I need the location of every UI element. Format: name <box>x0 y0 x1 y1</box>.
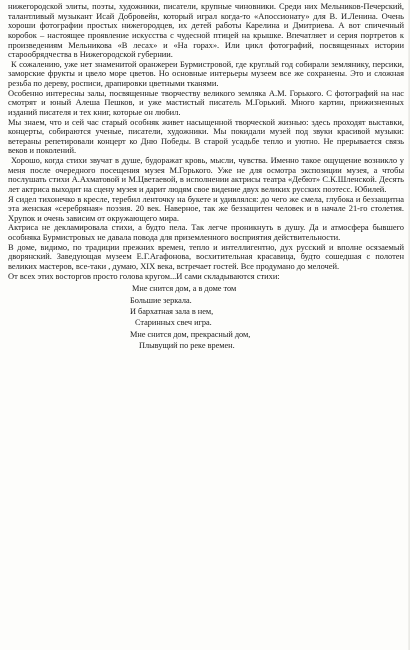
paragraph-house-atmosphere: В доме, видимо, по традиции прежних времен, тепло и интеллигентно, дух русский и вполне осязаемый дворянский. Заведующая музеем Е.Г.Агафонова, восхитительная красавица, будто сошедшая с полотен великих мастеров, все-таки , думаю, XIX века, встречает гостей. Все продумано до мелочей. <box>8 241 404 271</box>
paragraph-interiors: К сожалению, уже нет знаменитой оранжереи Бурмистровой, где круглый год собирали землянику, персики, заморские фрукты и цвело море цветов. Но основные интерьеры музеем все же сохранены. Это и сложная резьба по дереву, росписи, драпировки цветными тканями. <box>8 58 404 88</box>
paragraph-silver-age-poetry: Я сидел тихонечко в кресле, теребил ленточку на букете и удивлялся: до чего же смела, глубока и беззащитна эта женская «серебряная» поэзия. 20 век. Наверное, так же беззащитен человек и в начале 21-го столетия. Хрупок и очень зависим от окружающего мира. <box>8 193 404 223</box>
paragraph-creative-life: Мы знаем, что и сей час старый особняк живет насыщенной творческой жизнью: здесь проходят выставки, концерты, собираются ученые, писатели, художники. Мы покидали музей под звуки красивой музыки: ветераны репетировали концерт ко Дню Победы. В старой усадьбе тепло и уютно. Не прерывается связь веков и поколений. <box>8 116 404 156</box>
article-body <box>8 2 404 352</box>
paragraph-poem-intro: От всех этих восторгов просто голова кругом...И сами складываются стихи: <box>8 270 280 281</box>
poem-line: Мне снится дом, прекрасный дом, <box>130 329 251 339</box>
poem-line: Плывущий по реке времен. <box>139 341 235 351</box>
poem-line: Мне снится дом, а в доме том <box>132 284 237 294</box>
paragraph-gorky-halls: Особенно интересны залы, посвященные творчеству великого земляка А.М. Горького. С фотографий на нас смотрят и юный Алеша Пешков, и уже мастистый писатель М.Горький. Много картин, прижизненных изданий писателя и тех книг, которые он любил. <box>8 87 404 117</box>
paragraph-museum-exhibits: нижегородской элиты, поэты, художники, писатели, крупные чиновники. Среди них Мельников-Печерский, талантливый музыкант Исай Добровейн, который играл когда-то «Апоссионату» для В. И.Ленина. Очень хороши фотографии простых нижегородцев, их детей работы Карелина и Дмитриева. А вот спичечный коробок – настоящее проявление искусства с чудесной птицей на крышке. Впечатляет и серия портретов к произведениям Мельникова «В лесах» и «На горах». Или цикл фотографий, посвященных истории старообрядчества в Нижегородской губернии. <box>8 1 404 60</box>
poem <box>8 283 404 351</box>
paragraph-poetry-evening: Хорошо, когда стихи звучат в душе, будоражат кровь, мысли, чувства. Именно такое ощущение возникло у меня после очередного посещения музея М.Горького. Уже не для осмотра экспозиции музея, а чтобы послушать стихи А.Ахматовой и М.Цветаевой, в исполнении актрисы театра «Дебют» С.К.Шленской. Десять лет актриса выходит на сцену музея и дарит людям свое видение двух великих русских поэтесс. Юбилей. <box>8 155 404 194</box>
poem-line: И бархатная зала в нем, <box>130 306 214 316</box>
paragraph-actress: Актриса не декламировала стихи, а будто пела. Так легче проникнуть в душу. Да и атмосфера бывшего особняка Бурмистровых не давала повода для приземленного восприятия действительности. <box>8 222 404 242</box>
poem-line: Старинных свеч игра. <box>135 318 212 328</box>
poem-line: Большие зеркала. <box>130 295 192 305</box>
